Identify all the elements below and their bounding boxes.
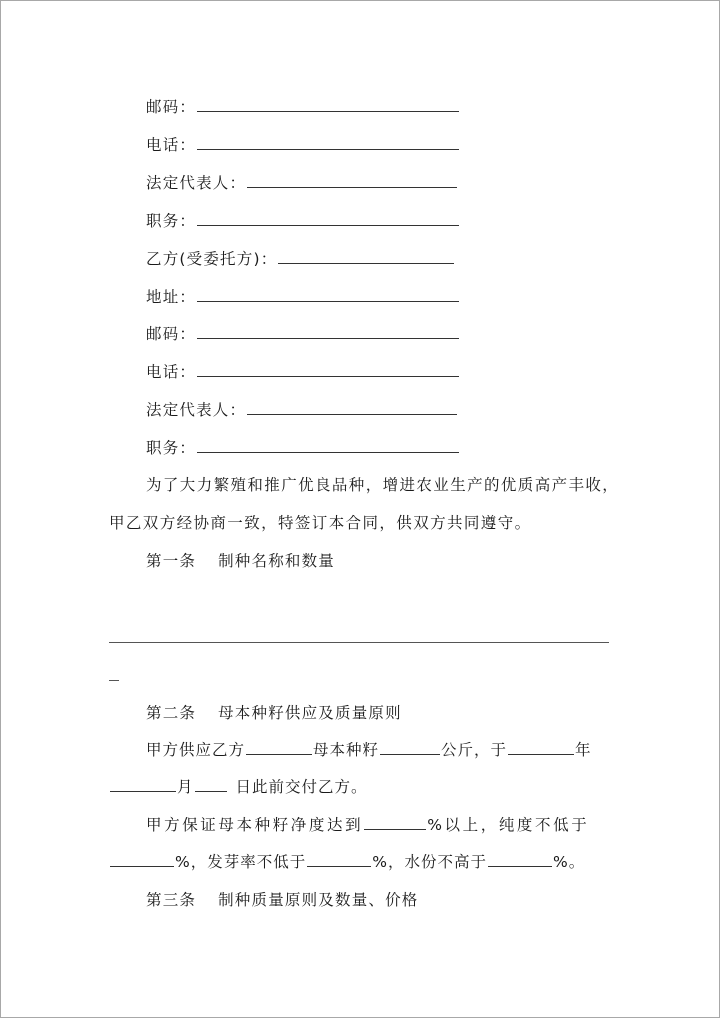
intro-line-2: 甲乙双方经协商一致，特签订本合同，供双方共同遵守。 xyxy=(109,514,532,532)
article-2-para-2 xyxy=(146,815,589,835)
field-label: 邮码： xyxy=(146,325,197,343)
field-row xyxy=(146,249,455,269)
text: %以上，纯度不低于 xyxy=(427,816,590,834)
text: %，水份不高于 xyxy=(372,853,487,871)
fill-blank xyxy=(278,249,454,264)
fill-blank xyxy=(197,324,459,339)
fill-blank xyxy=(488,852,552,867)
fill-blank xyxy=(195,777,227,792)
field-row xyxy=(146,362,460,382)
field-label: 乙方(受委托方)： xyxy=(146,250,278,268)
fill-blank xyxy=(508,740,574,755)
article-2-heading xyxy=(146,703,402,723)
field-label: 职务： xyxy=(146,212,197,230)
field-label: 地址： xyxy=(146,288,197,306)
fill-blank xyxy=(247,400,457,415)
field-row xyxy=(146,97,460,117)
field-row xyxy=(146,135,460,155)
fill-blank xyxy=(247,173,457,188)
fill-blank xyxy=(197,211,459,226)
article-number: 第二条 xyxy=(146,704,197,722)
intro-line-1: 为了大力繁殖和推广优良品种，增进农业生产的优质高产丰收， xyxy=(146,476,620,494)
field-label: 法定代表人： xyxy=(146,174,247,192)
article-3-heading xyxy=(146,890,419,910)
field-label: 电话： xyxy=(146,363,197,381)
text: 日此前交付乙方。 xyxy=(235,778,368,796)
article-1-heading xyxy=(146,551,335,571)
field-row xyxy=(146,324,460,344)
fill-blank xyxy=(110,852,174,867)
fill-line xyxy=(109,642,609,643)
article-title: 制种质量原则及数量、价格 xyxy=(218,891,419,909)
field-row xyxy=(146,287,460,307)
fill-blank xyxy=(197,362,459,377)
fill-blank xyxy=(197,97,459,112)
fill-blank xyxy=(246,740,312,755)
field-label: 邮码： xyxy=(146,98,197,116)
text: %，发芽率不低于 xyxy=(175,853,307,871)
article-number: 第三条 xyxy=(146,891,197,909)
text: 月 xyxy=(177,778,194,796)
fill-blank xyxy=(380,740,440,755)
fill-blank xyxy=(197,287,459,302)
article-2-para-1 xyxy=(146,740,592,760)
article-2-para-2-cont xyxy=(109,852,585,872)
fill-blank xyxy=(197,135,459,150)
text: 年 xyxy=(575,741,592,759)
field-row xyxy=(146,438,460,458)
article-title: 母本种籽供应及质量原则 xyxy=(218,704,402,722)
text: 母本种籽 xyxy=(313,741,380,759)
fill-blank xyxy=(110,777,176,792)
article-title: 制种名称和数量 xyxy=(218,552,336,570)
fill-blank xyxy=(307,852,371,867)
fill-blank xyxy=(197,438,459,453)
fill-line-stub xyxy=(109,680,119,681)
field-label: 电话： xyxy=(146,136,197,154)
text: 甲方供应乙方 xyxy=(146,741,246,759)
fill-blank xyxy=(364,815,426,830)
field-label: 职务： xyxy=(146,439,197,457)
text: 甲方保证母本种籽净度达到 xyxy=(146,816,364,834)
text: 公斤，于 xyxy=(441,741,508,759)
article-number: 第一条 xyxy=(146,552,197,570)
field-row xyxy=(146,211,460,231)
field-label: 法定代表人： xyxy=(146,401,247,419)
article-2-para-1-cont xyxy=(109,777,368,797)
field-row xyxy=(146,400,458,420)
text: %。 xyxy=(552,853,586,871)
field-row xyxy=(146,173,458,193)
